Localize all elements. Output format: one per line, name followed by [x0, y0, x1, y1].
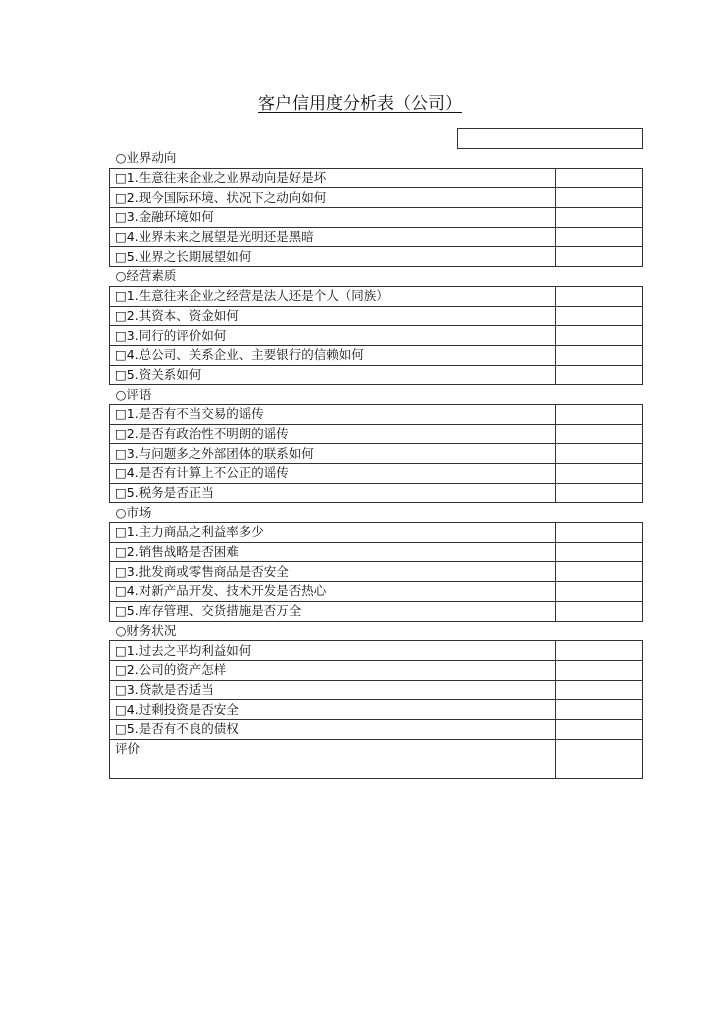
table-row: [110, 542, 643, 562]
table-row: [110, 582, 643, 602]
table-row: [110, 601, 643, 621]
item-label[interactable]: □2.公司的资产怎样: [110, 660, 556, 680]
item-label[interactable]: □3.与问题多之外部团体的联系如何: [110, 444, 556, 464]
score-cell[interactable]: [556, 700, 643, 720]
item-label[interactable]: □2.其资本、资金如何: [110, 306, 556, 326]
page-title: [0, 89, 720, 114]
table-row: [110, 680, 643, 700]
score-cell[interactable]: [556, 582, 643, 602]
table-row: [110, 660, 643, 680]
table-row: [110, 247, 643, 267]
item-label[interactable]: □1.生意往来企业之经营是法人还是个人（同族）: [110, 286, 556, 306]
item-label[interactable]: □3.金融环境如何: [110, 208, 556, 228]
table-row: [110, 464, 643, 484]
score-cell[interactable]: [556, 542, 643, 562]
table-row: [110, 168, 643, 188]
score-cell[interactable]: [556, 326, 643, 346]
item-label[interactable]: □4.是否有计算上不公正的谣传: [110, 464, 556, 484]
table-row: [110, 286, 643, 306]
table-row: [110, 444, 643, 464]
item-label[interactable]: □5.业界之长期展望如何: [110, 247, 556, 267]
table-row: [110, 523, 643, 543]
section-label: ○财务状况: [115, 622, 177, 638]
evaluation-label[interactable]: 评价: [110, 739, 556, 778]
table-row: [110, 700, 643, 720]
table-row: [110, 562, 643, 582]
table-row: [110, 306, 643, 326]
section-label: ○评语: [115, 386, 152, 402]
score-cell[interactable]: [556, 306, 643, 326]
score-cell[interactable]: [556, 523, 643, 543]
section-header: [110, 267, 643, 287]
item-label[interactable]: □5.是否有不良的债权: [110, 719, 556, 739]
table-row: [110, 483, 643, 503]
score-cell[interactable]: [556, 365, 643, 385]
item-label[interactable]: □3.批发商或零售商品是否安全: [110, 562, 556, 582]
table-row: [110, 424, 643, 444]
item-label[interactable]: □1.过去之平均利益如何: [110, 641, 556, 661]
evaluation-score-cell[interactable]: [556, 739, 643, 778]
score-cell[interactable]: [556, 188, 643, 208]
table-row: [110, 326, 643, 346]
table-row: [110, 208, 643, 228]
score-cell[interactable]: [556, 601, 643, 621]
section-header: [110, 385, 643, 405]
score-cell[interactable]: [556, 168, 643, 188]
score-cell[interactable]: [556, 404, 643, 424]
section-label: ○业界动向: [115, 150, 177, 166]
item-label[interactable]: □4.总公司、关系企业、主要银行的信赖如何: [110, 345, 556, 365]
item-label[interactable]: □1.生意往来企业之业界动向是好是坏: [110, 168, 556, 188]
item-label[interactable]: □3.同行的评价如何: [110, 326, 556, 346]
score-cell[interactable]: [556, 719, 643, 739]
item-label[interactable]: □4.过剩投资是否安全: [110, 700, 556, 720]
table-row: [110, 719, 643, 739]
item-label[interactable]: □4.对新产品开发、技术开发是否热心: [110, 582, 556, 602]
item-label[interactable]: □1.主力商品之利益率多少: [110, 523, 556, 543]
score-cell[interactable]: [556, 444, 643, 464]
item-label[interactable]: □2.现今国际环境、状况下之动向如何: [110, 188, 556, 208]
section-label: ○经营素质: [115, 268, 177, 284]
score-cell[interactable]: [556, 680, 643, 700]
item-label[interactable]: □5.税务是否正当: [110, 483, 556, 503]
item-label[interactable]: □5.资关系如何: [110, 365, 556, 385]
header-input-box[interactable]: [457, 128, 643, 149]
score-cell[interactable]: [556, 247, 643, 267]
item-label[interactable]: □2.销售战略是否困难: [110, 542, 556, 562]
evaluation-row: [110, 739, 643, 778]
section-header: [110, 621, 643, 641]
table-row: [110, 365, 643, 385]
score-cell[interactable]: [556, 424, 643, 444]
item-label[interactable]: □1.是否有不当交易的谣传: [110, 404, 556, 424]
score-cell[interactable]: [556, 641, 643, 661]
score-cell[interactable]: [556, 483, 643, 503]
item-label[interactable]: □4.业界未来之展望是光明还是黑暗: [110, 227, 556, 247]
score-cell[interactable]: [556, 227, 643, 247]
table-row: [110, 188, 643, 208]
section-header: [110, 503, 643, 523]
item-label[interactable]: □3.贷款是否适当: [110, 680, 556, 700]
title-text: 客户信用度分析表（公司）: [258, 94, 462, 114]
table-row: [110, 227, 643, 247]
table-row: [110, 404, 643, 424]
item-label[interactable]: □5.库存管理、交货措施是否万全: [110, 601, 556, 621]
table-row: [110, 345, 643, 365]
section-label: ○市场: [115, 504, 152, 520]
score-cell[interactable]: [556, 562, 643, 582]
credit-analysis-table: [109, 149, 643, 779]
score-cell[interactable]: [556, 286, 643, 306]
section-header: [110, 149, 643, 168]
score-cell[interactable]: [556, 345, 643, 365]
score-cell[interactable]: [556, 208, 643, 228]
item-label[interactable]: □2.是否有政治性不明朗的谣传: [110, 424, 556, 444]
score-cell[interactable]: [556, 464, 643, 484]
score-cell[interactable]: [556, 660, 643, 680]
table-row: [110, 641, 643, 661]
